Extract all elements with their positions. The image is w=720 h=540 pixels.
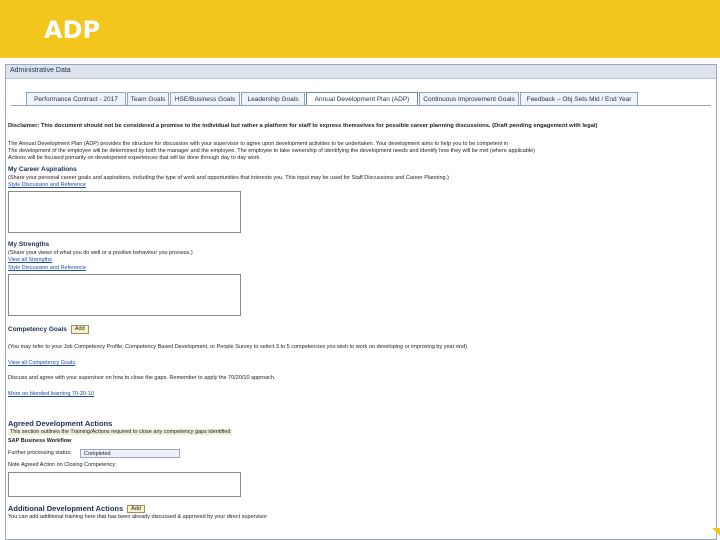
tab-hse-business-goals[interactable]: HSE/Business Goals	[170, 92, 240, 105]
additional-add-button[interactable]: Add	[127, 505, 145, 514]
slide-title-bar	[0, 0, 720, 58]
tab-feedback[interactable]: Feedback – Obj Sets Mid / End Year	[520, 92, 638, 105]
workflow-label: SAP Business Workflow	[8, 438, 72, 444]
tab-bar	[26, 92, 639, 105]
status-field: Completed	[80, 449, 180, 458]
intro-line-3: Actions will be focused primarily on development experiences that will be done through day to day work.	[8, 155, 261, 161]
slide-title: ADP	[44, 16, 101, 44]
closing-textarea[interactable]	[8, 472, 241, 497]
strengths-style-link[interactable]: Style Discussion and Reference	[8, 265, 86, 271]
agreed-note	[8, 429, 232, 436]
corner-accent	[712, 528, 720, 536]
competency-heading	[8, 325, 89, 334]
app-header-title: Administrative Data	[10, 67, 71, 74]
agreed-heading: Agreed Development Actions	[8, 419, 113, 428]
strengths-heading: My Strengths	[8, 241, 50, 248]
tab-leadership-goals[interactable]: Leadership Goals	[241, 92, 305, 105]
intro-line-1: The Annual Development Plan (ADP) provides the structure for discussion with your supervisor to agree upon development activities to be undertaken. Your development aims to help you to be competent in	[8, 141, 509, 147]
career-link[interactable]: Style Discussion and Reference	[8, 182, 86, 188]
tab-performance-contract[interactable]: Performance Contract - 2017	[26, 92, 126, 105]
tab-annual-development-plan[interactable]: Annual Development Plan (ADP)	[306, 92, 418, 105]
disclaimer: Disclaimer: This document should not be considered a promise to the individual but rather a platform for staff to express themselves for possible career planning discussions. (Draft pending engagement with legal)	[8, 123, 598, 129]
competency-heading-label: Competency Goals	[8, 326, 67, 334]
strengths-note: (Share your views of what you do well or a positive behaviour you possess.)	[8, 250, 193, 256]
competency-view-link[interactable]: View all Competency Goals	[8, 360, 76, 366]
competency-discuss: Discuss and agree with your supervisor on how to close the gaps. Remember to apply the 70/20/10 approach.	[8, 375, 276, 381]
closing-label: Note Agreed Action on Closing Competency:	[8, 462, 117, 468]
agreed-note-text: This section outlines the Training/Actions required to close any competency gaps identified	[10, 429, 231, 435]
blended-learning-link[interactable]: More on blended learning 70-20-10	[8, 391, 94, 397]
tab-team-goals[interactable]: Team Goals	[127, 92, 169, 105]
app-header	[6, 65, 716, 79]
career-textarea[interactable]	[8, 191, 241, 233]
additional-note: You can add additional training here that has been already discussed & approved by your direct supervisor	[8, 514, 268, 520]
intro-line-2: The development of the employee will be determined by both the manager and the employee. The employee to take ownership of identifying the development needs and identify how they will be met (where applicable)	[8, 148, 535, 154]
strengths-textarea[interactable]	[8, 274, 241, 316]
competency-add-button[interactable]: Add	[71, 325, 89, 334]
career-heading: My Career Aspirations	[8, 166, 77, 173]
strengths-view-link[interactable]: View all Strengths	[8, 257, 52, 263]
status-label: Further processing status:	[8, 450, 72, 456]
competency-note: (You may refer to your Job Competency Profile, Competency Based Development, or People Survey to select 3 to 5 competencies you wish to work on developing or improving by year end)	[8, 344, 467, 350]
additional-heading	[8, 504, 145, 513]
tab-continuous-improvement-goals[interactable]: Continuous Improvement Goals	[419, 92, 519, 105]
career-note: (Share your personal career goals and aspirations, including the type of work and opportunities that interests you. This input may be used for Staff Discussions and Career Planning.)	[8, 175, 449, 181]
app-window	[5, 64, 717, 540]
tab-divider	[11, 105, 711, 106]
additional-heading-label: Additional Development Actions	[8, 504, 124, 513]
